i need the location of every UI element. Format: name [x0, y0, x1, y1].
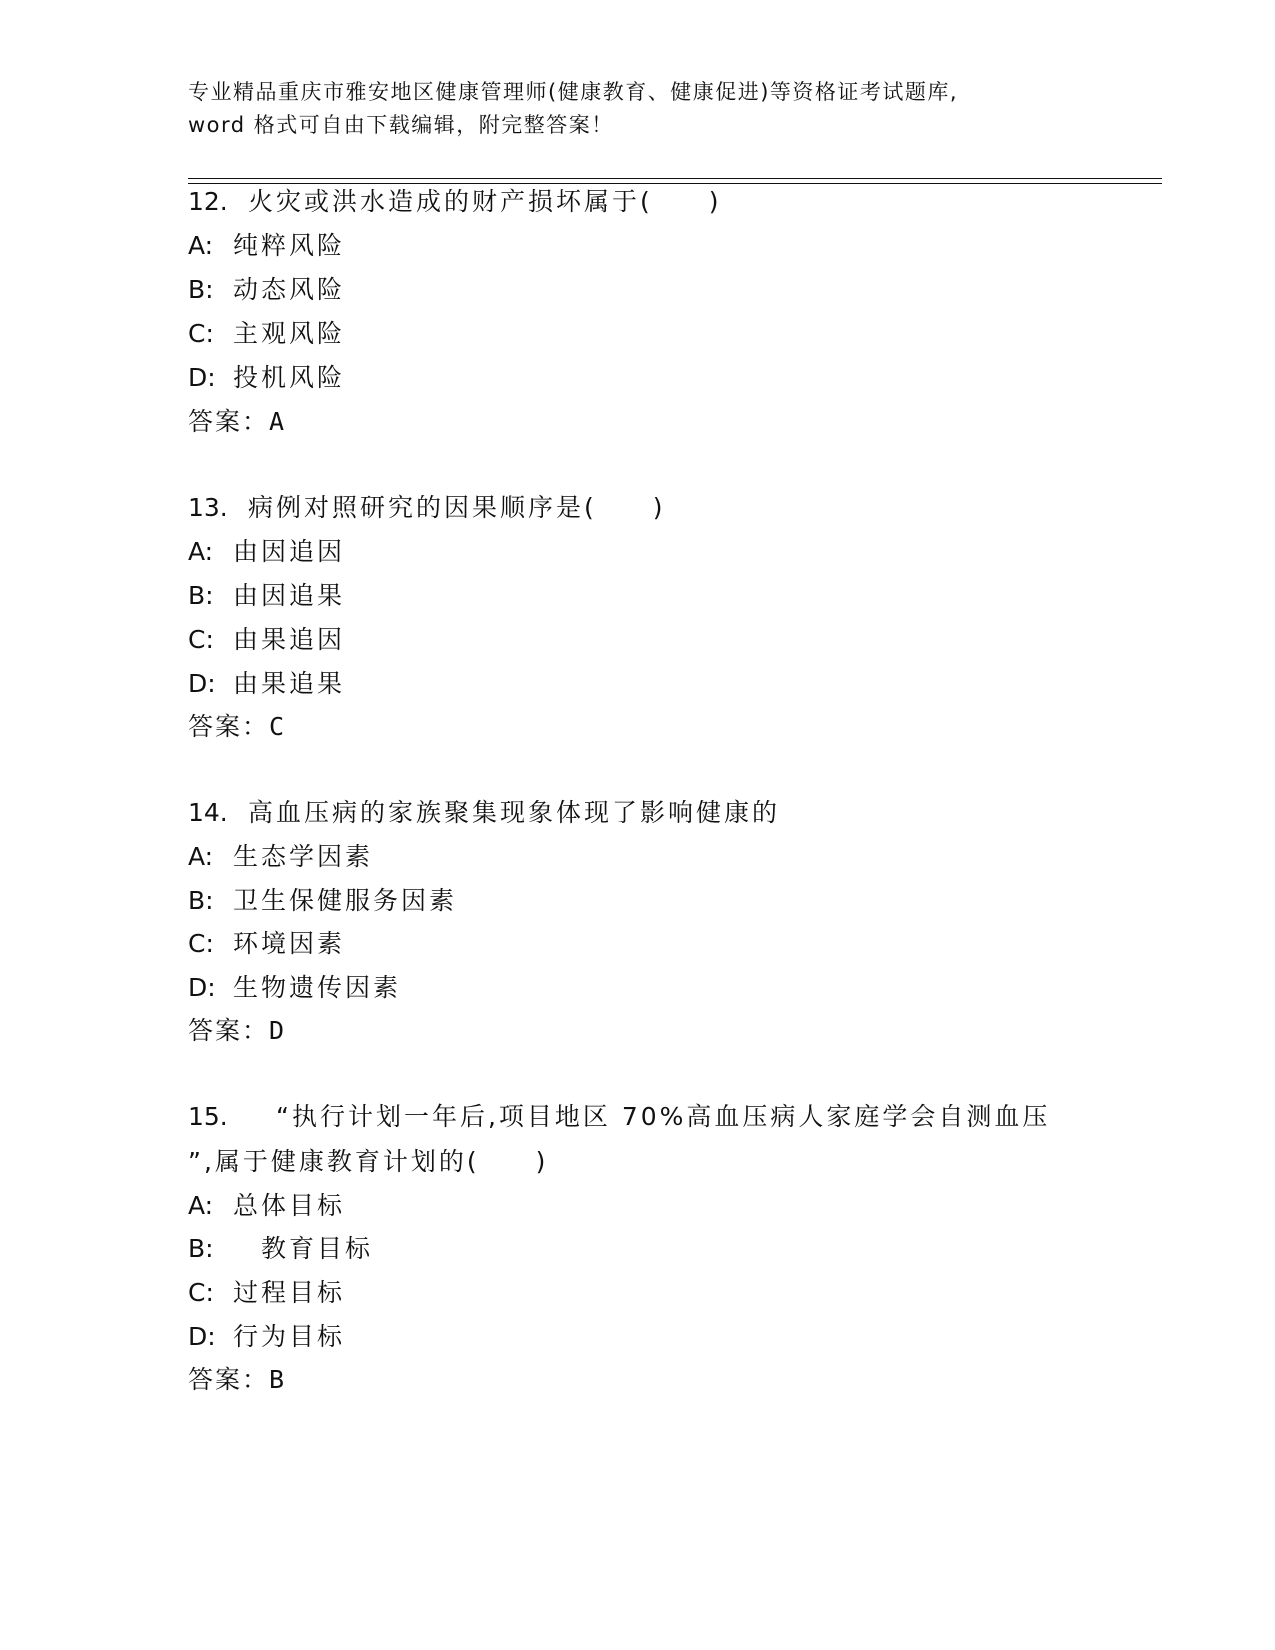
option-text: 教育目标: [233, 1234, 374, 1263]
document-header: [188, 76, 1068, 142]
answer-label: 答案：: [188, 1016, 270, 1045]
option-d: [188, 1321, 345, 1353]
answer-line: [188, 406, 284, 438]
option-text: 由因追因: [233, 537, 346, 566]
option-key: C:: [188, 1278, 214, 1307]
option-key: A:: [188, 537, 214, 566]
option-key: B:: [188, 581, 214, 610]
question-number: 15.: [188, 1102, 228, 1131]
option-text: 投机风险: [233, 363, 346, 392]
option-d: [188, 972, 401, 1004]
option-b: [188, 885, 457, 917]
option-key: A:: [188, 842, 214, 871]
option-text: 纯粹风险: [233, 231, 346, 260]
option-key: B:: [188, 275, 214, 304]
option-text: 由果追果: [233, 669, 346, 698]
option-c: [188, 928, 345, 960]
answer-value: A: [269, 407, 285, 436]
option-text: 生态学因素: [233, 842, 374, 871]
question-text: 火灾或洪水造成的财产损坏属于( ): [248, 187, 722, 216]
option-text: 过程目标: [233, 1278, 346, 1307]
option-key: D:: [188, 669, 216, 698]
option-key: B:: [188, 1234, 214, 1263]
header-divider: [188, 178, 1162, 184]
option-a: [188, 1190, 345, 1222]
option-key: A:: [188, 231, 214, 260]
option-key: D:: [188, 973, 216, 1002]
answer-line: [188, 1364, 284, 1396]
option-text: 卫生保健服务因素: [233, 886, 458, 915]
answer-value: C: [269, 712, 285, 741]
answer-value: B: [269, 1365, 285, 1394]
option-text: 动态风险: [233, 275, 346, 304]
question-number: 12.: [188, 187, 228, 216]
option-text: 行为目标: [233, 1322, 346, 1351]
header-title-line-2: word 格式可自由下载编辑，附完整答案！: [188, 113, 614, 137]
answer-line: [188, 711, 284, 743]
option-key: A:: [188, 1191, 214, 1220]
option-d: [188, 362, 345, 394]
option-a: [188, 841, 373, 873]
option-text: 由果追因: [233, 625, 346, 654]
option-key: D:: [188, 1322, 216, 1351]
answer-line: [188, 1015, 284, 1047]
question-text: 病例对照研究的因果顺序是( ): [248, 493, 666, 522]
option-b: [188, 1233, 373, 1265]
option-key: C:: [188, 929, 214, 958]
option-key: D:: [188, 363, 216, 392]
question-15: [188, 1101, 1050, 1133]
header-title-line-1: 专业精品重庆市雅安地区健康管理师(健康教育、健康促进)等资格证考试题库,: [188, 80, 959, 104]
option-c: [188, 318, 345, 350]
answer-value: D: [269, 1016, 285, 1045]
question-text: “执行计划一年后,项目地区 70%高血压病人家庭学会自测血压: [248, 1102, 1051, 1131]
option-text: 主观风险: [233, 319, 346, 348]
option-b: [188, 274, 345, 306]
option-a: [188, 230, 345, 262]
option-text: 环境因素: [233, 929, 346, 958]
question-number: 13.: [188, 493, 228, 522]
question-text-continuation: ”,属于健康教育计划的( ): [188, 1147, 549, 1176]
option-a: [188, 536, 345, 568]
answer-label: 答案：: [188, 1365, 270, 1394]
answer-label: 答案：: [188, 712, 270, 741]
option-c: [188, 624, 345, 656]
question-15-continuation: [188, 1146, 548, 1178]
question-12: [188, 186, 722, 218]
question-14: [188, 797, 780, 829]
answer-label: 答案：: [188, 407, 270, 436]
option-text: 总体目标: [233, 1191, 346, 1220]
option-c: [188, 1277, 345, 1309]
option-text: 由因追果: [233, 581, 346, 610]
option-key: C:: [188, 625, 214, 654]
question-13: [188, 492, 666, 524]
option-d: [188, 668, 345, 700]
option-key: B:: [188, 886, 214, 915]
question-text: 高血压病的家族聚集现象体现了影响健康的: [248, 798, 781, 827]
question-number: 14.: [188, 798, 228, 827]
option-text: 生物遗传因素: [233, 973, 402, 1002]
option-b: [188, 580, 345, 612]
option-key: C:: [188, 319, 214, 348]
